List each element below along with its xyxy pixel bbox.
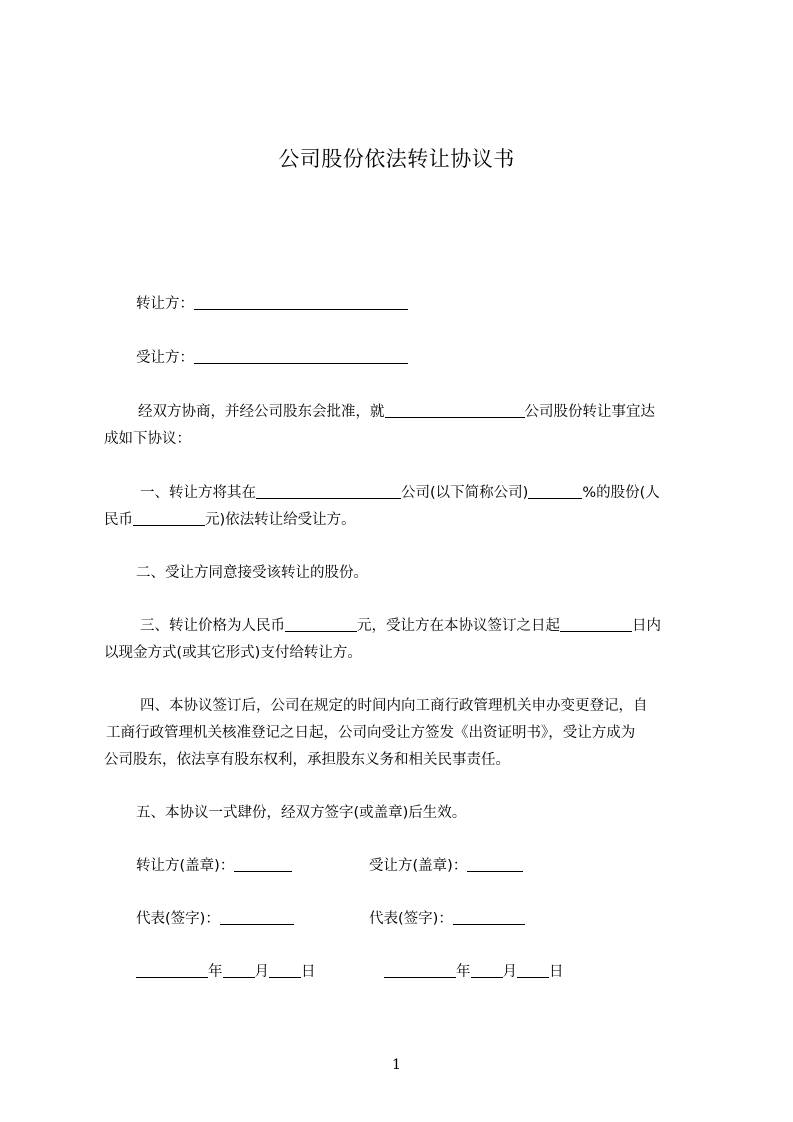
clause2-text: 二、受让方同意接受该转让的股份。 [136,565,368,581]
transferor-line [136,292,736,313]
date-left-year-label: 年 [208,964,223,980]
transferor-seal-blank [234,857,292,873]
clause1-text-2: 公司(以下简称公司) [401,485,529,501]
date-right-year-label: 年 [456,964,471,980]
clause3-days-blank [560,617,632,633]
clause1-line-1 [140,481,740,502]
intro-company-blank [385,403,525,419]
rep-sign-left-label: 代表(签字)： [136,911,220,927]
date-right-month-blank [471,963,503,979]
rep-sign-right-line [369,907,525,928]
date-left-month-label: 月 [254,964,269,980]
transferor-blank [194,295,408,311]
clause4-line-2: 工商行政管理机关核准登记之日起，公司向受让方签发《出资证明书》，受让方成为 [106,725,636,741]
clause2-line [136,561,736,582]
date-left-year-blank [136,963,208,979]
intro-line-2 [104,427,704,448]
date-right-year-blank [384,963,456,979]
page-number: 1 [392,1057,401,1073]
clause4-line-1: 四、本协议签订后，公司在规定的时间内向工商行政管理机关申办变更登记，自 [140,698,648,714]
clause1-text-1: 一、转让方将其在 [140,485,256,501]
rep-sign-right-blank [453,910,525,926]
clause3-text-4: 以现金方式(或其它形式)支付给转让方。 [104,645,362,661]
intro-text-1: 经双方协商，并经公司股东会批准，就 [138,404,385,420]
transferee-blank [194,349,408,365]
clause3-line-1 [140,614,740,635]
intro-line-1 [138,400,738,421]
document-title: 公司股份依法转让协议书 [278,147,515,171]
clause1-text-4: 民币 [104,512,133,528]
clause3-text-3: 日内 [632,618,661,634]
transferor-seal-line [136,854,292,875]
clause3-text-1: 三、转让价格为人民币 [140,618,285,634]
transferee-seal-label: 受让方(盖章)： [369,858,468,874]
transferee-seal-line [369,854,523,875]
clause1-amount-blank [133,511,205,527]
intro-text-3: 成如下协议： [104,431,191,447]
transferor-label: 转让方： [136,296,194,312]
date-right-month-label: 月 [502,964,517,980]
date-right-day-label: 日 [549,964,564,980]
clause3-text-2: 元，受让方在本协议签订之日起 [357,618,560,634]
clause1-percent-blank [528,484,582,500]
date-right-line [384,960,564,981]
transferee-line [136,346,736,367]
date-left-line [136,960,316,981]
clause1-company-blank [256,484,401,500]
clause4-line-3: 公司股东，依法享有股东权利，承担股东义务和相关民事责任。 [104,752,510,768]
date-right-day-blank [517,963,549,979]
rep-sign-left-blank [220,910,294,926]
clause5-line [136,801,736,822]
transferor-seal-label: 转让方(盖章)： [136,858,235,874]
clause1-text-5: 元)依法转让给受让方。 [205,512,356,528]
date-left-month-blank [223,963,255,979]
clause3-price-blank [285,617,357,633]
clause3-line-2 [104,641,704,662]
rep-sign-left-line [136,907,294,928]
transferee-seal-blank [467,857,523,873]
clause1-text-3: %的股份(人 [582,485,660,501]
date-left-day-label: 日 [301,964,316,980]
intro-text-2: 公司股份转让事宜达 [524,404,655,420]
date-left-day-blank [269,963,301,979]
rep-sign-right-label: 代表(签字)： [369,911,453,927]
clause5-text: 五、本协议一式肆份，经双方签字(或盖章)后生效。 [136,805,467,821]
clause1-line-2 [104,508,704,529]
transferee-label: 受让方： [136,350,194,366]
